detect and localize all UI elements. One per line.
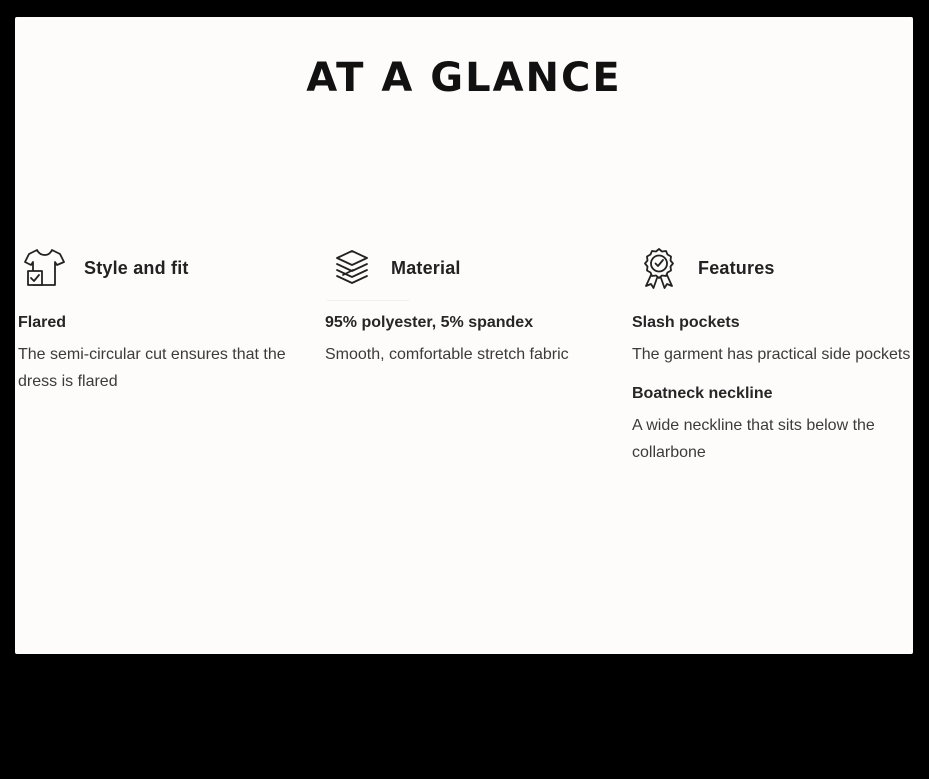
column-header [18, 245, 308, 291]
feature-description: Smooth, comfortable stretch fabric [325, 346, 569, 363]
column-header [632, 245, 922, 291]
feature-item [632, 313, 922, 368]
feature-item [632, 384, 922, 466]
feature-title: Slash pockets [632, 314, 740, 331]
column-title: Features [698, 257, 775, 278]
layers-icon [329, 245, 375, 291]
tshirt-check-icon [22, 245, 68, 291]
column-features [632, 245, 922, 466]
award-badge-icon [636, 245, 682, 291]
feature-description: A wide neckline that sits below the collarbone [632, 417, 875, 461]
at-a-glance-panel [15, 17, 913, 654]
feature-description: The semi-circular cut ensures that the dress is flared [18, 346, 286, 390]
column-title: Style and fit [84, 257, 189, 278]
feature-title: Flared [18, 314, 67, 331]
feature-title: 95% polyester, 5% spandex [325, 314, 534, 331]
divider [327, 300, 409, 301]
column-title: Material [391, 257, 461, 278]
feature-item [325, 313, 615, 368]
feature-description: The garment has practical side pockets [632, 346, 911, 363]
column-material [325, 245, 615, 368]
feature-item [18, 313, 308, 395]
column-style-and-fit [18, 245, 308, 395]
section-heading: AT A GLANCE [306, 55, 622, 101]
column-header [325, 245, 615, 291]
feature-title: Boatneck neckline [632, 385, 773, 402]
